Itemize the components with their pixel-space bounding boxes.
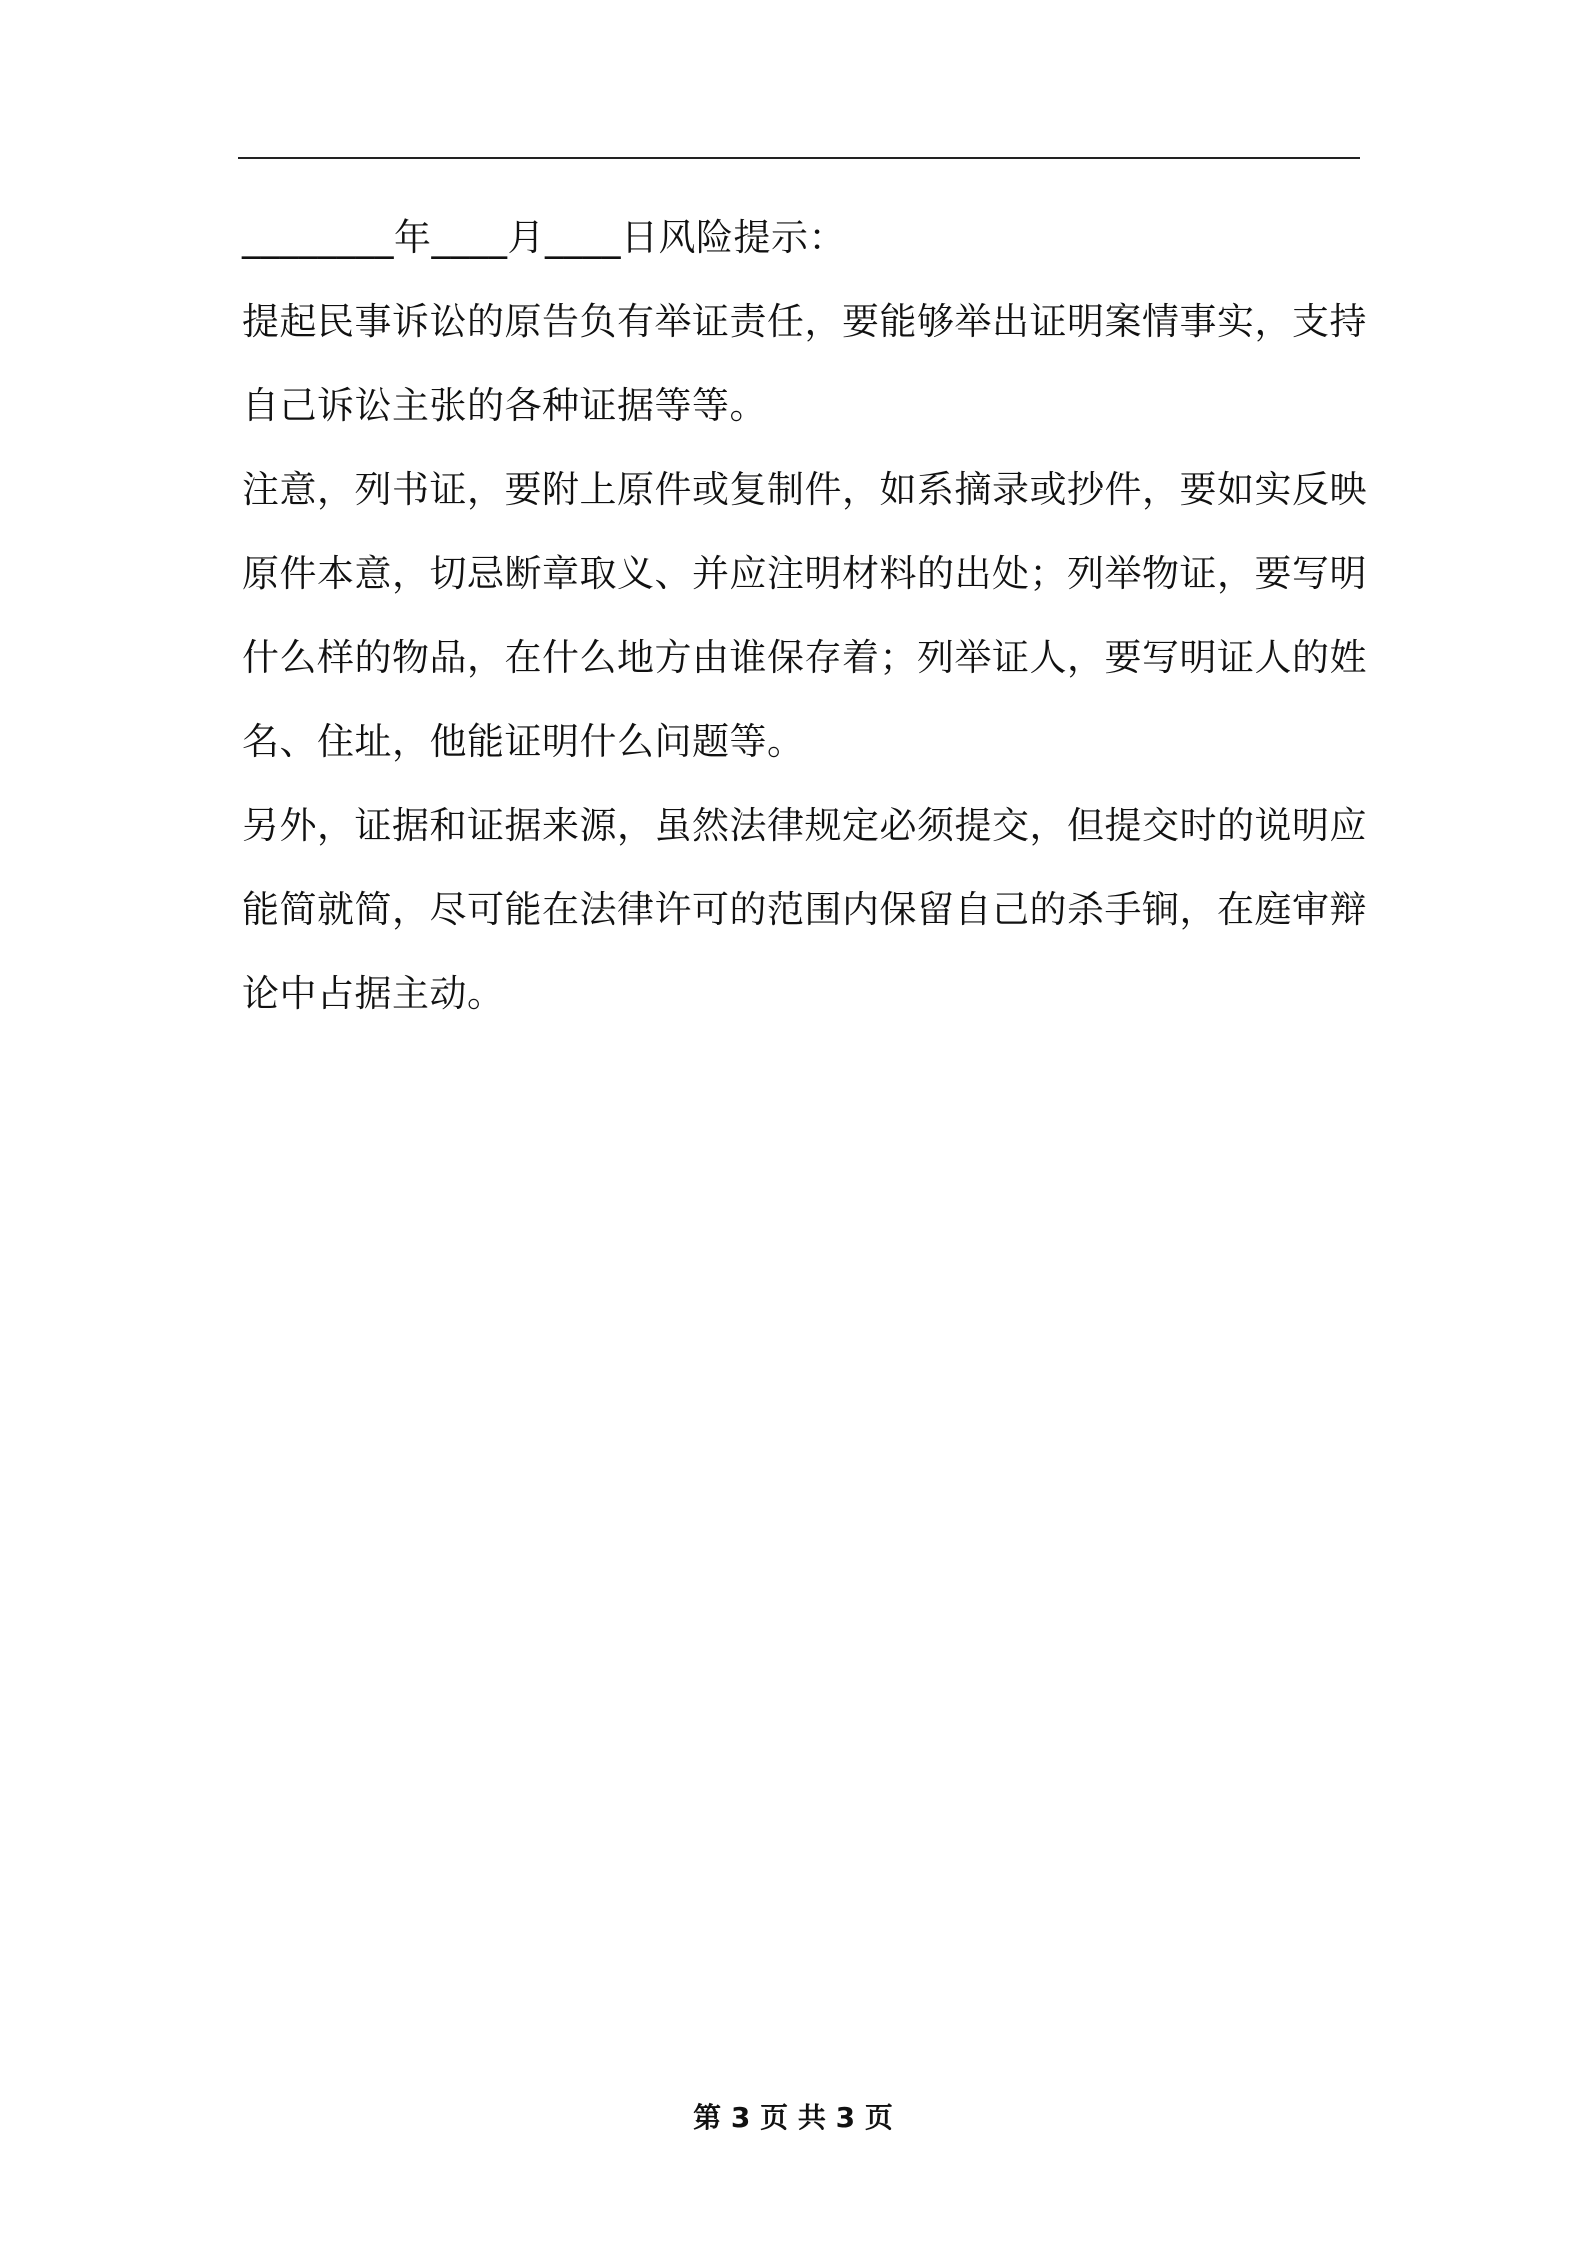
paragraph-line: 另外，证据和证据来源，虽然法律规定必须提交，但提交时的说明应 — [242, 804, 1367, 847]
document-body — [242, 196, 1367, 1036]
paragraph-line: 能简就简，尽可能在法律许可的范围内保留自己的杀手锏，在庭审辩 — [242, 888, 1367, 931]
header-rule — [238, 157, 1360, 159]
paragraph-line: 提起民事诉讼的原告负有举证责任，要能够举出证明案情事实，支持 — [242, 300, 1367, 343]
date-risk-heading: ________年____月____日风险提示： — [242, 216, 846, 259]
paragraph-line: 原件本意，切忌断章取义、并应注明材料的出处；列举物证，要写明 — [242, 552, 1367, 595]
paragraph-line: 论中占据主动。 — [242, 972, 505, 1015]
page-number-footer: 第 3 页 共 3 页 — [693, 2101, 893, 2134]
paragraph-line: 注意，列书证，要附上原件或复制件，如系摘录或抄件，要如实反映 — [242, 468, 1367, 511]
paragraph-line: 自己诉讼主张的各种证据等等。 — [242, 384, 767, 427]
paragraph-line: 名、住址，他能证明什么问题等。 — [242, 720, 805, 763]
paragraph-line: 什么样的物品，在什么地方由谁保存着；列举证人，要写明证人的姓 — [242, 636, 1367, 679]
